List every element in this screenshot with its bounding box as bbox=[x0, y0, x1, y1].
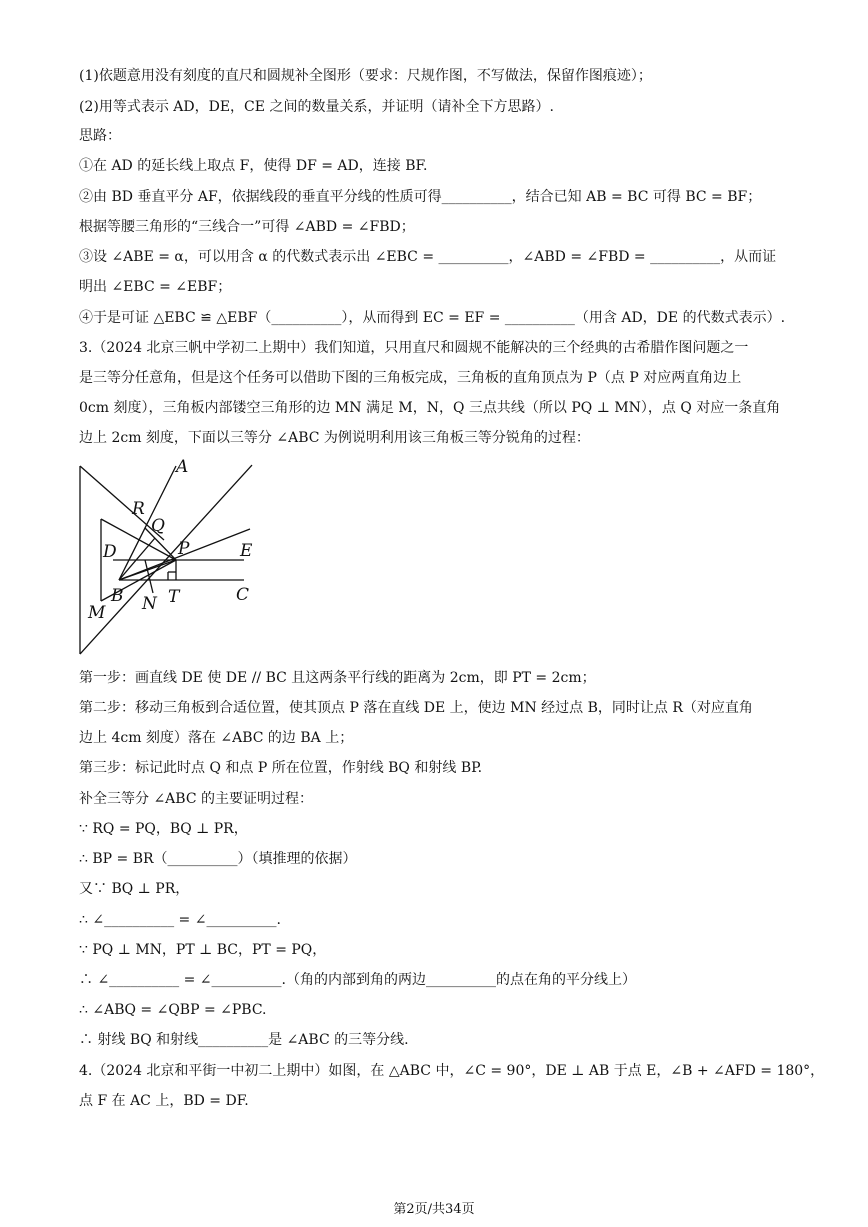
text-line: ∵ PQ ⊥ MN，PT ⊥ BC，PT = PQ， bbox=[79, 942, 327, 958]
text-line: 第二步：移动三角板到合适位置，使其顶点 P 落在直线 DE 上，使边 MN 经过点 B，同时让点 R（对应直角 bbox=[79, 700, 753, 716]
text-line: (1)依题意用没有刻度的直尺和圆规补全图形（要求：尺规作图，不写做法，保留作图痕迹）； bbox=[79, 68, 652, 84]
label-C: C bbox=[236, 585, 250, 605]
label-M: M bbox=[88, 603, 106, 623]
text-line: ④于是可证 △EBC ≌ △EBF（__________），从而得到 EC = EF = __________（用含 AD，DE 的代数式表示）. bbox=[79, 310, 786, 326]
label-P: P bbox=[178, 539, 190, 559]
text-line: 思路： bbox=[79, 128, 121, 144]
text-line: 边上 4cm 刻度）落在 ∠ABC 的边 BA 上； bbox=[79, 730, 354, 746]
text-line: 第一步：画直线 DE 使 DE // BC 且这两条平行线的距离为 2cm，即 PT = 2cm； bbox=[79, 670, 596, 686]
text-line: ③设 ∠ABE = α，可以用含 α 的代数式表示出 ∠EBC = __________，∠ABD = ∠FBD = __________，从而证 bbox=[79, 249, 777, 265]
text-line: 4.（2024 北京和平街一中初二上期中）如图，在 △ABC 中，∠C = 90°，DE ⊥ AB 于点 E，∠B + ∠AFD = 180°， bbox=[79, 1063, 825, 1079]
page-footer: 第2页/共34页 bbox=[393, 1202, 475, 1217]
text-line: ∴ 射线 BQ 和射线__________是 ∠ABC 的三等分线. bbox=[79, 1032, 409, 1048]
label-B: B bbox=[111, 586, 124, 606]
text-line: ∴ ∠__________ = ∠__________.（角的内部到角的两边__________的点在角的平分线上） bbox=[79, 972, 636, 988]
label-R: R bbox=[132, 499, 145, 519]
text-line: 第三步：标记此时点 Q 和点 P 所在位置，作射线 BQ 和射线 BP. bbox=[79, 760, 483, 776]
text-line: 0cm 刻度），三角板内部镂空三角形的边 MN 满足 M，N，Q 三点共线（所以 PQ ⊥ MN），点 Q 对应一条直角 bbox=[79, 400, 781, 416]
text-line: ②由 BD 垂直平分 AF，依据线段的垂直平分线的性质可得__________，结合已知 AB = BC 可得 BC = BF； bbox=[79, 189, 762, 205]
geometry-figure bbox=[72, 452, 262, 662]
label-D: D bbox=[103, 542, 117, 562]
text-line: ∵ RQ = PQ，BQ ⊥ PR， bbox=[79, 821, 248, 837]
text-line: 又∵ BQ ⊥ PR， bbox=[79, 881, 190, 897]
text-line: 边上 2cm 刻度，下面以三等分 ∠ABC 为例说明利用该三角板三等分锐角的过程： bbox=[79, 430, 590, 446]
label-Q: Q bbox=[151, 516, 165, 536]
text-line: 明出 ∠EBC = ∠EBF； bbox=[79, 279, 232, 295]
text-line: ∴ BP = BR（__________）（填推理的依据） bbox=[79, 851, 357, 867]
text-line: 根据等腰三角形的“三线合一”可得 ∠ABD = ∠FBD； bbox=[79, 219, 415, 235]
label-E: E bbox=[240, 541, 253, 561]
text-line: 是三等分任意角，但是这个任务可以借助下图的三角板完成，三角板的直角顶点为 P（点 P 对应两直角边上 bbox=[79, 370, 742, 386]
label-N: N bbox=[142, 594, 157, 614]
text-line: ①在 AD 的延长线上取点 F，使得 DF = AD，连接 BF. bbox=[79, 158, 428, 174]
text-line: ∴ ∠ABQ = ∠QBP = ∠PBC. bbox=[79, 1002, 267, 1018]
text-line: 点 F 在 AC 上，BD = DF. bbox=[79, 1093, 249, 1109]
text-line: 补全三等分 ∠ABC 的主要证明过程： bbox=[79, 791, 314, 807]
text-line: ∴ ∠__________ = ∠__________. bbox=[79, 912, 281, 928]
label-T: T bbox=[168, 587, 180, 607]
text-line: 3.（2024 北京三帆中学初二上期中）我们知道，只用直尺和圆规不能解决的三个经典的古希腊作图问题之一 bbox=[79, 340, 749, 356]
text-line: (2)用等式表示 AD，DE，CE 之间的数量关系，并证明（请补全下方思路）. bbox=[79, 99, 554, 115]
label-A: A bbox=[176, 457, 189, 477]
